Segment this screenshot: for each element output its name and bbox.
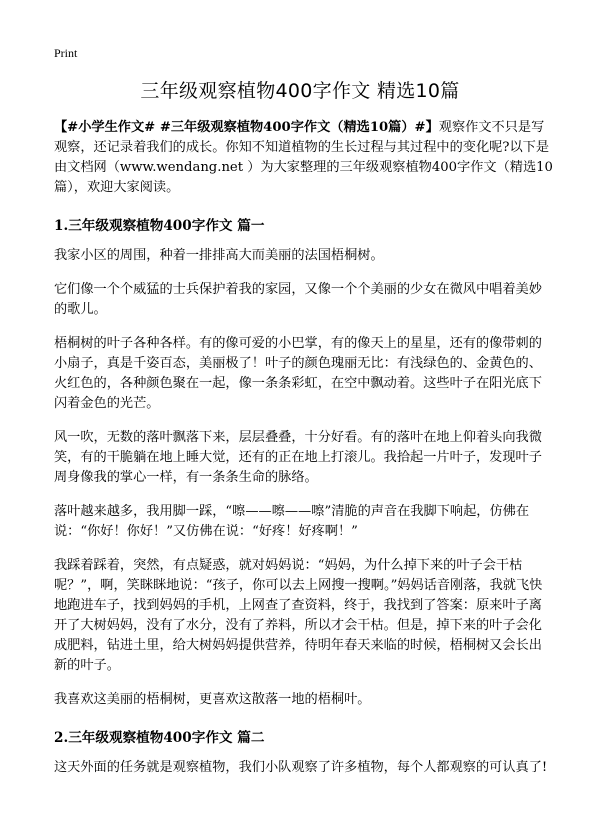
intro-paragraph <box>54 118 554 198</box>
intro-text: 观察作文不只是写观察，还记录着我们的成长。你知不知道植物的生长过程与其过程中的变化呢?以下是由文档网（www.wendang.net ）为大家整理的三年级观察植物400字作文（精选10篇），欢迎大家阅读。 <box>54 120 553 195</box>
paragraph: 它们像一个个威猛的士兵保护着我的家园，又像一个个美丽的少女在微风中唱着美妙的歌儿。 <box>54 282 542 317</box>
paragraph: 这天外面的任务就是观察植物，我们小队观察了许多植物，每个人都观察的可认真了! <box>54 760 548 775</box>
paragraph: 落叶越来越多，我用脚一踩，“嚓——嚓——嚓”清脆的声音在我脚下响起，仿佛在说：“你好！你好！”又仿佛在说：“好疼！好疼啊！” <box>54 504 530 539</box>
paragraph: 风一吹，无数的落叶飘落下来，层层叠叠，十分好看。有的落叶在地上仰着头向我微笑，有的干脆躺在地上睡大觉，还有的正在地上打滚儿。我拾起一片叶子，发现叶子周身像我的掌心一样，有一条条生命的脉络。 <box>54 430 542 485</box>
print-label: Print <box>54 46 78 60</box>
intro-tag: 【#小学生作文# #三年级观察植物400字作文（精选10篇）#】 <box>54 120 439 135</box>
section-heading-1: 1.三年级观察植物400字作文 篇一 <box>54 218 265 234</box>
paragraph: 我喜欢这美丽的梧桐树，更喜欢这散落一地的梧桐叶。 <box>54 692 371 707</box>
paragraph: 我家小区的周围，种着一排排高大而美丽的法国梧桐树。 <box>54 248 384 263</box>
paragraph: 梧桐树的叶子各种各样。有的像可爱的小巴掌，有的像天上的星星，还有的像带刺的小扇子，真是千姿百态，美丽极了！叶子的颜色瑰丽无比：有浅绿色的、金黄色的、火红色的，各种颜色聚在一起，像一条条彩虹，在空中飘动着。这些叶子在阳光底下闪着金色的光芒。 <box>54 336 542 411</box>
article-body <box>54 118 554 792</box>
paragraph: 我踩着踩着，突然，有点疑惑，就对妈妈说：“妈妈，为什么掉下来的叶子会干枯呢？”，啊，笑眯眯地说：“孩子，你可以去上网搜一搜啊。”妈妈话音刚落，我就飞快地跑进车子，找到妈妈的手机，上网查了查资料，终于，我找到了答案：原来叶子离开了大树妈妈，没有了水分，没有了养料，所以才会干枯。但是，掉下来的叶子会化成肥料，钻进土里，给大树妈妈提供营养，待明年春天来临的时候，梧桐树又会长出新的叶子。 <box>54 558 543 673</box>
page-title: 三年级观察植物400字作文 精选10篇 <box>140 80 460 102</box>
section-heading-2: 2.三年级观察植物400字作文 篇二 <box>54 730 265 746</box>
